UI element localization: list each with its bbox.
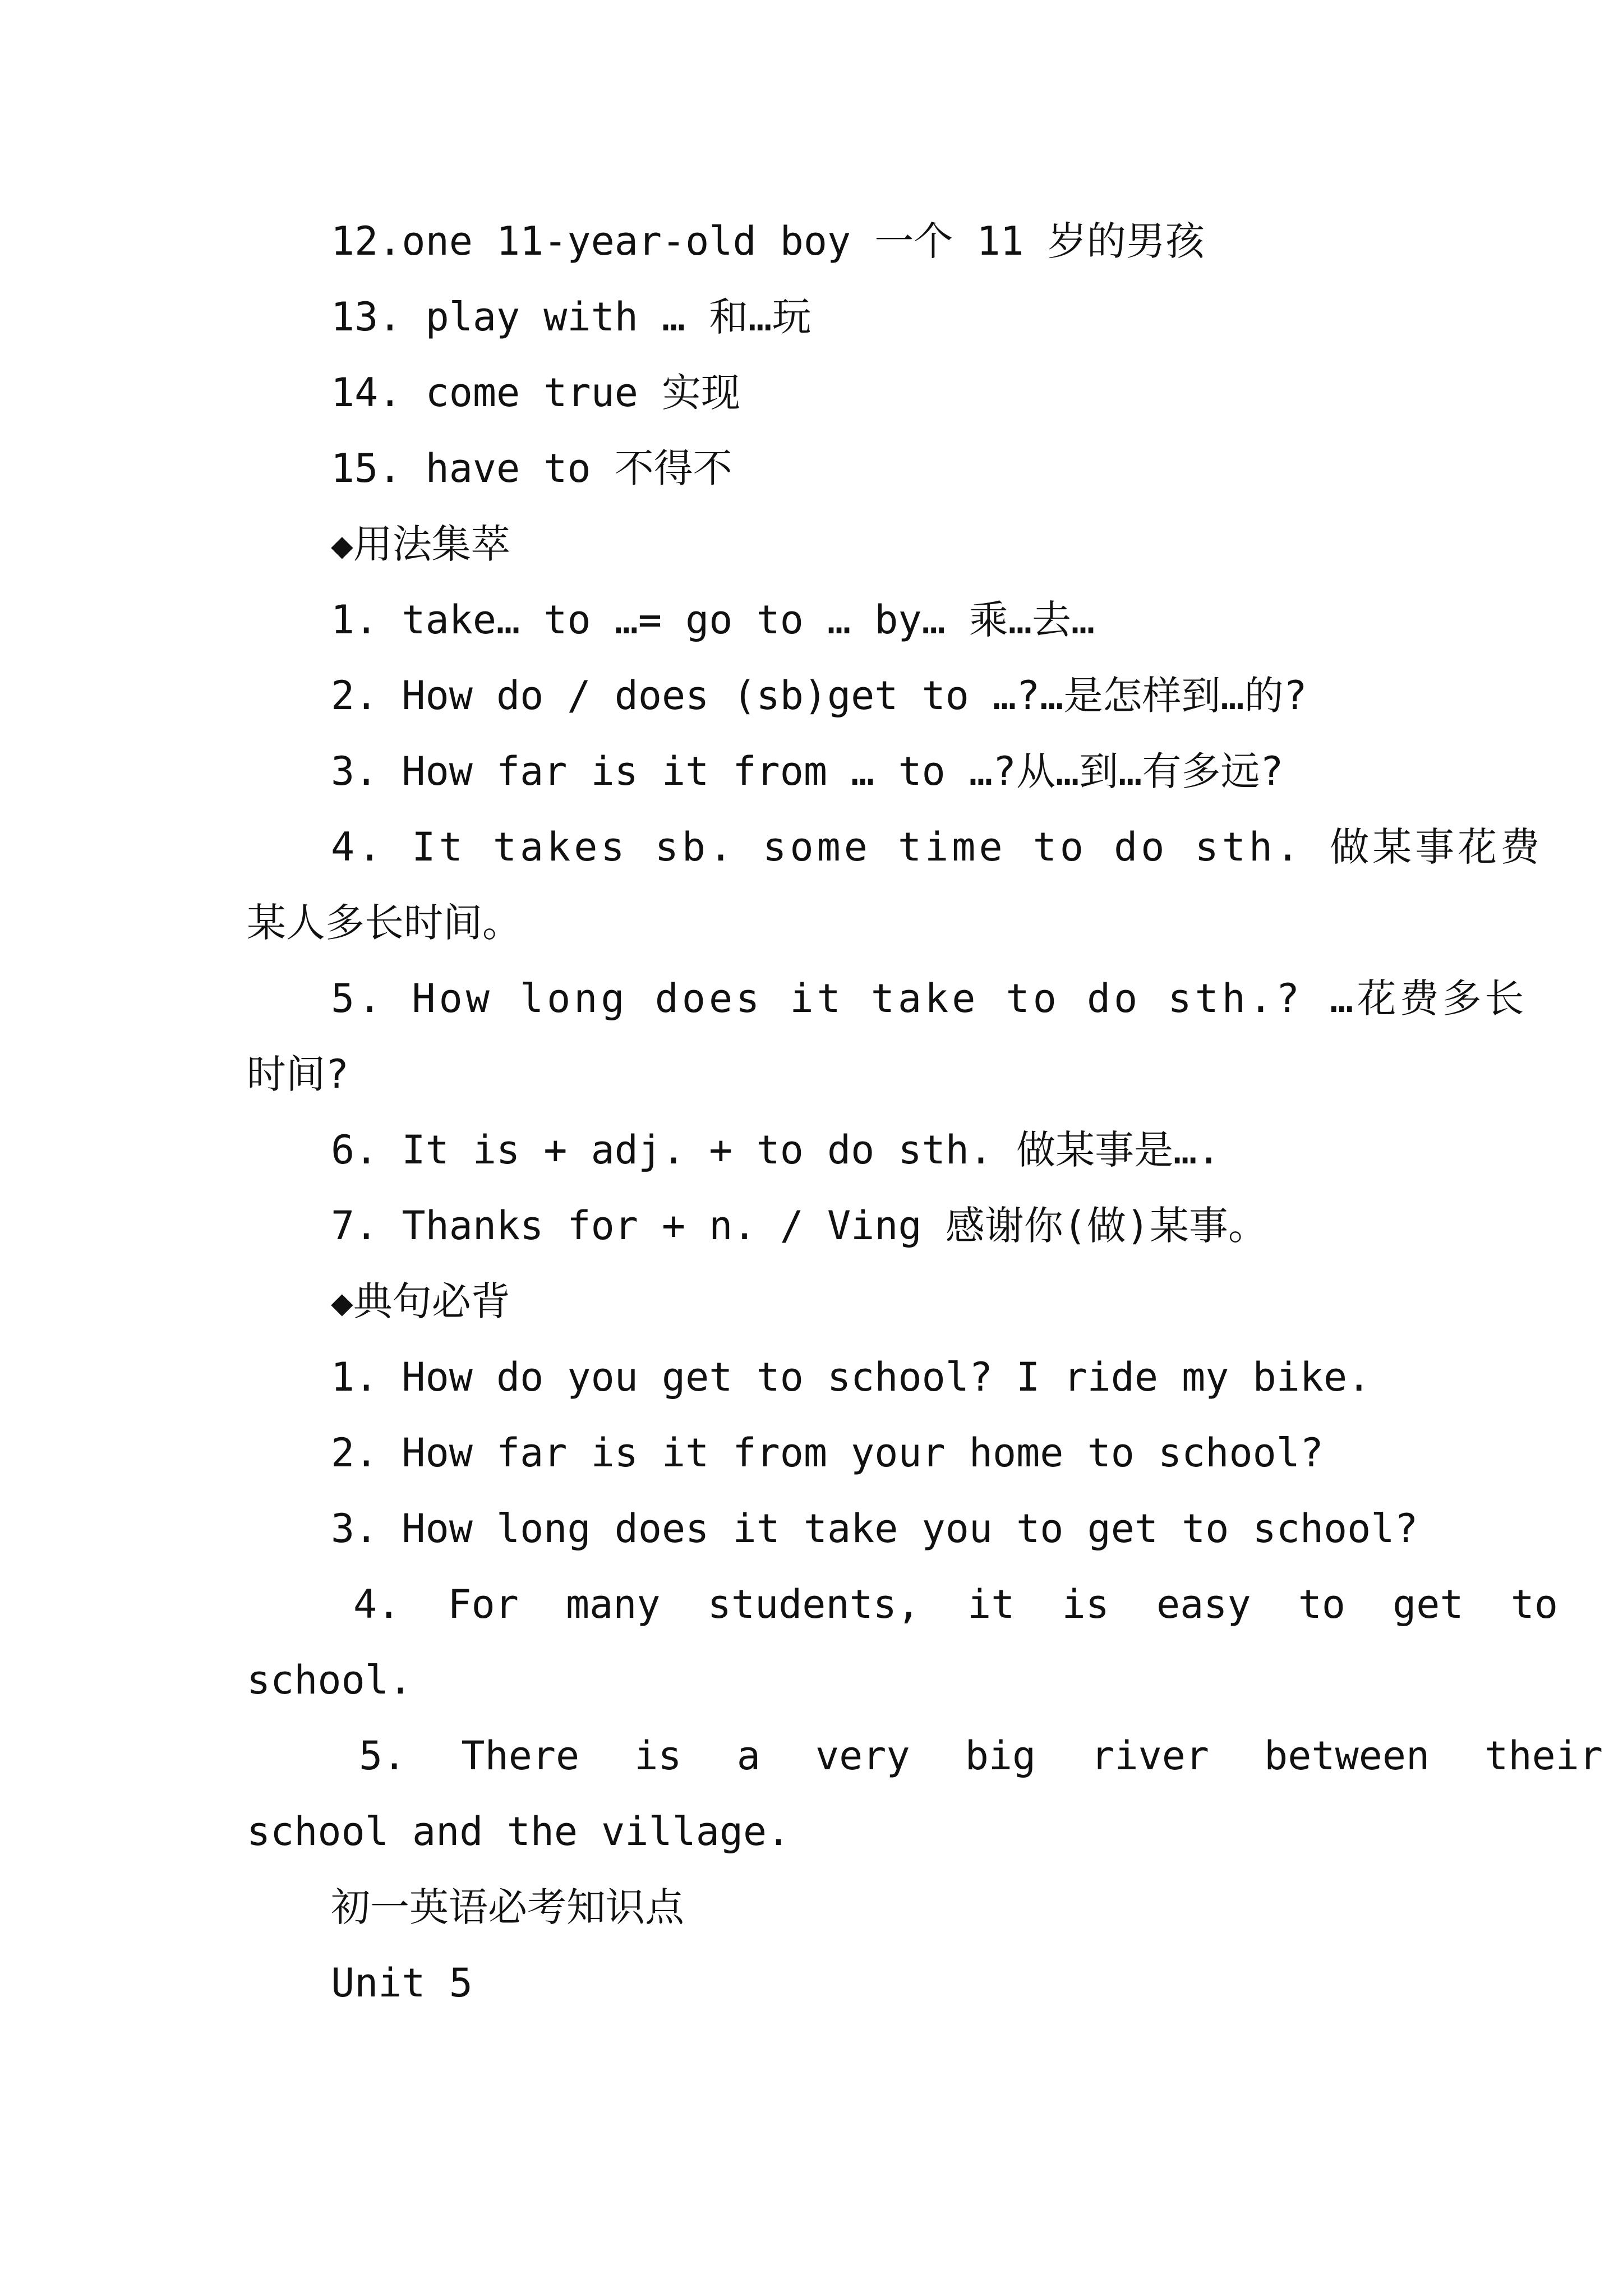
vocab-item-15: 15. have to 不得不 [331, 445, 732, 491]
vocab-item-14: 14. come true 实现 [331, 370, 741, 416]
diamond-bullet-icon: ◆ [331, 1281, 353, 1324]
usage-heading-text: 用法集萃 [353, 521, 510, 567]
usage-item-7: 7. Thanks for + n. / Ving 感谢你(做)某事。 [331, 1203, 1268, 1249]
usage-item-3: 3. How far is it from … to …?从…到…有多远? [331, 748, 1284, 794]
usage-item-1: 1. take… to …= go to … by… 乘…去… [331, 597, 1095, 643]
unit-label: Unit 5 [331, 1960, 473, 2006]
sentence-item-3: 3. How long does it take you to get to school? [331, 1506, 1418, 1552]
usage-item-4: 4. It takes sb. some time to do sth. 做某事花费 [331, 824, 1543, 870]
usage-item-5: 5. How long does it take to do sth.? …花费多长 [331, 976, 1528, 1022]
vocab-item-12: 12.one 11-year-old boy 一个 11 岁的男孩 [331, 218, 1205, 264]
sentence-item-1: 1. How do you get to school? I ride my bike. [331, 1354, 1371, 1400]
sentence-item-5-continued: school and the village. [247, 1809, 791, 1855]
sentence-item-4-continued: school. [247, 1657, 413, 1703]
diamond-bullet-icon: ◆ [331, 523, 353, 567]
vocab-item-13: 13. play with … 和…玩 [331, 294, 811, 340]
usage-section-heading [0, 516, 1623, 573]
sentence-item-5: 5. There is a very big river between their [359, 1733, 1603, 1779]
usage-item-4-continued: 某人多长时间。 [247, 900, 522, 946]
usage-item-5-continued: 时间? [247, 1051, 349, 1097]
sentence-item-2: 2. How far is it from your home to school? [331, 1430, 1324, 1476]
document-section-title: 初一英语必考知识点 [331, 1884, 684, 1930]
usage-item-6: 6. It is + adj. + to do sth. 做某事是…. [331, 1127, 1221, 1173]
sentences-heading-text: 典句必背 [353, 1278, 510, 1324]
sentences-section-heading [0, 1273, 1623, 1331]
usage-item-2: 2. How do / does (sb)get to …?…是怎样到…的? [331, 673, 1307, 719]
sentence-item-4: 4. For many students, it is easy to get to [353, 1581, 1559, 1627]
